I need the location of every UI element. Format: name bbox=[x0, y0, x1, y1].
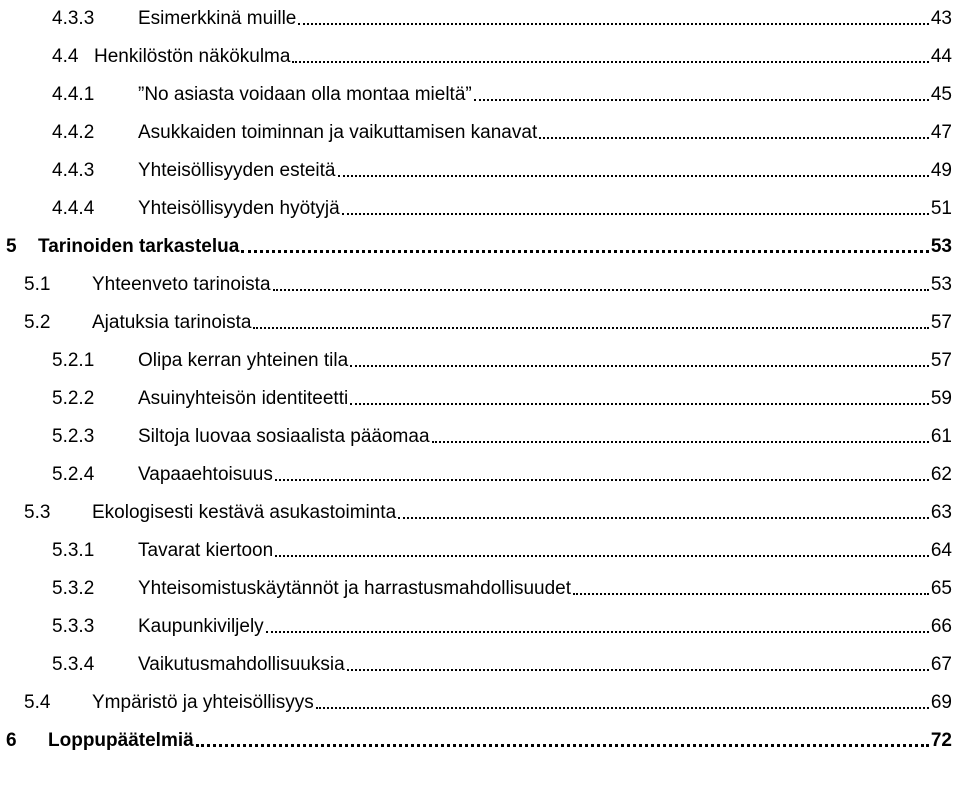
toc-entry-number: 5.3 bbox=[24, 502, 51, 523]
toc-entry-number: 5.1 bbox=[24, 274, 51, 295]
toc-entry-number: 5 bbox=[6, 236, 17, 257]
toc-dot-leader bbox=[273, 289, 929, 291]
toc-entry-5-2[interactable] bbox=[24, 304, 952, 334]
toc-dot-leader bbox=[266, 631, 929, 633]
toc-dot-leader bbox=[275, 479, 929, 481]
toc-entry-number: 4.4 bbox=[52, 46, 79, 67]
toc-entry-number: 4.4.1 bbox=[52, 84, 95, 105]
toc-entry-5-3-3[interactable] bbox=[52, 608, 952, 638]
toc-entry-page: 53 bbox=[930, 236, 952, 257]
toc-entry-page: 62 bbox=[930, 464, 952, 485]
toc-entry-title: Esimerkkinä muille bbox=[138, 8, 297, 29]
toc-entry-number: 4.3.3 bbox=[52, 8, 95, 29]
toc-dot-leader bbox=[275, 555, 929, 557]
toc-entry-title: Kaupunkiviljely bbox=[138, 616, 264, 637]
toc-dot-leader bbox=[432, 441, 929, 443]
toc-entry-page: 63 bbox=[930, 502, 952, 523]
toc-dot-leader bbox=[347, 669, 929, 671]
toc-dot-leader bbox=[196, 744, 929, 747]
toc-entry-5-2-3[interactable] bbox=[52, 418, 952, 448]
toc-entry-title: Yhteenveto tarinoista bbox=[92, 274, 271, 295]
toc-entry-title: Olipa kerran yhteinen tila bbox=[138, 350, 349, 371]
toc-entry-6[interactable] bbox=[6, 722, 952, 752]
toc-entry-number: 5.3.4 bbox=[52, 654, 95, 675]
toc-dot-leader bbox=[316, 707, 929, 709]
toc-entry-number: 5.3.1 bbox=[52, 540, 95, 561]
toc-entry-page: 47 bbox=[930, 122, 952, 143]
toc-entry-number: 5.2.1 bbox=[52, 350, 95, 371]
toc-entry-4-4-4[interactable] bbox=[52, 190, 952, 220]
toc-entry-title: Yhteisöllisyyden esteitä bbox=[138, 160, 336, 181]
toc-entry-4-4-1[interactable] bbox=[52, 76, 952, 106]
toc-dot-leader bbox=[474, 99, 929, 101]
toc-entry-page: 67 bbox=[930, 654, 952, 675]
toc-entry-5-3-1[interactable] bbox=[52, 532, 952, 562]
toc-entry-5[interactable] bbox=[6, 228, 952, 258]
toc-entry-title: Henkilöstön näkökulma bbox=[94, 46, 291, 67]
toc-entry-title: Ajatuksia tarinoista bbox=[92, 312, 252, 333]
toc-entry-number: 5.2 bbox=[24, 312, 51, 333]
toc-entry-number: 5.2.2 bbox=[52, 388, 95, 409]
toc-dot-leader bbox=[350, 403, 929, 405]
toc-entry-4-4[interactable] bbox=[52, 38, 952, 68]
toc-dot-leader bbox=[292, 61, 928, 63]
toc-entry-number: 4.4.2 bbox=[52, 122, 95, 143]
toc-entry-page: 66 bbox=[930, 616, 952, 637]
toc-entry-page: 64 bbox=[930, 540, 952, 561]
toc-entry-title: Siltoja luovaa sosiaalista pääomaa bbox=[138, 426, 430, 447]
toc-entry-title: Yhteisöllisyyden hyötyjä bbox=[138, 198, 340, 219]
toc-dot-leader bbox=[350, 365, 929, 367]
toc-entry-number: 5.2.3 bbox=[52, 426, 95, 447]
toc-entry-4-3-3[interactable] bbox=[52, 0, 952, 30]
toc-entry-title: Vaikutusmahdollisuuksia bbox=[138, 654, 345, 675]
toc-entry-page: 51 bbox=[930, 198, 952, 219]
toc-entry-page: 49 bbox=[930, 160, 952, 181]
toc-dot-leader bbox=[338, 175, 929, 177]
toc-entry-title: Asukkaiden toiminnan ja vaikuttamisen kanavat bbox=[138, 122, 538, 143]
toc-dot-leader bbox=[253, 327, 928, 329]
toc-entry-title: Ympäristö ja yhteisöllisyys bbox=[92, 692, 314, 713]
toc-dot-leader bbox=[573, 593, 929, 595]
toc-entry-5-3-2[interactable] bbox=[52, 570, 952, 600]
toc-entry-title: Tavarat kiertoon bbox=[138, 540, 274, 561]
toc-entry-title: Asuinyhteisön identiteetti bbox=[138, 388, 349, 409]
toc-dot-leader bbox=[241, 250, 929, 253]
toc-entry-number: 5.2.4 bbox=[52, 464, 95, 485]
toc-entry-page: 44 bbox=[930, 46, 952, 67]
toc-entry-number: 6 bbox=[6, 730, 17, 751]
toc-entry-5-3[interactable] bbox=[24, 494, 952, 524]
toc-entry-page: 69 bbox=[930, 692, 952, 713]
toc-dot-leader bbox=[298, 23, 928, 25]
toc-entry-page: 57 bbox=[930, 312, 952, 333]
toc-entry-title: ”No asiasta voidaan olla montaa mieltä” bbox=[138, 84, 472, 105]
toc-entry-4-4-2[interactable] bbox=[52, 114, 952, 144]
toc-entry-title: Tarinoiden tarkastelua bbox=[38, 236, 240, 257]
toc-entry-title: Loppupäätelmiä bbox=[48, 730, 194, 751]
toc-entry-number: 5.3.2 bbox=[52, 578, 95, 599]
toc-entry-5-2-1[interactable] bbox=[52, 342, 952, 372]
toc-entry-page: 65 bbox=[930, 578, 952, 599]
toc-entry-page: 72 bbox=[930, 730, 952, 751]
toc-entry-5-2-4[interactable] bbox=[52, 456, 952, 486]
toc-entry-title: Ekologisesti kestävä asukastoiminta bbox=[92, 502, 397, 523]
toc-entry-5-3-4[interactable] bbox=[52, 646, 952, 676]
toc-entry-number: 5.3.3 bbox=[52, 616, 95, 637]
toc-entry-page: 59 bbox=[930, 388, 952, 409]
toc-entry-page: 61 bbox=[930, 426, 952, 447]
toc-entry-number: 4.4.3 bbox=[52, 160, 95, 181]
toc-entry-number: 5.4 bbox=[24, 692, 51, 713]
toc-entry-number: 4.4.4 bbox=[52, 198, 95, 219]
toc-entry-title: Yhteisomistuskäytännöt ja harrastusmahdollisuudet bbox=[138, 578, 572, 599]
toc-entry-title: Vapaaehtoisuus bbox=[138, 464, 273, 485]
toc-entry-5-1[interactable] bbox=[24, 266, 952, 296]
toc-entry-page: 53 bbox=[930, 274, 952, 295]
toc-dot-leader bbox=[398, 517, 929, 519]
toc-entry-page: 57 bbox=[930, 350, 952, 371]
toc-entry-5-4[interactable] bbox=[24, 684, 952, 714]
toc-entry-page: 43 bbox=[930, 8, 952, 29]
toc-entry-5-2-2[interactable] bbox=[52, 380, 952, 410]
toc-dot-leader bbox=[539, 137, 929, 139]
toc-entry-page: 45 bbox=[930, 84, 952, 105]
toc-entry-4-4-3[interactable] bbox=[52, 152, 952, 182]
toc-dot-leader bbox=[342, 213, 929, 215]
